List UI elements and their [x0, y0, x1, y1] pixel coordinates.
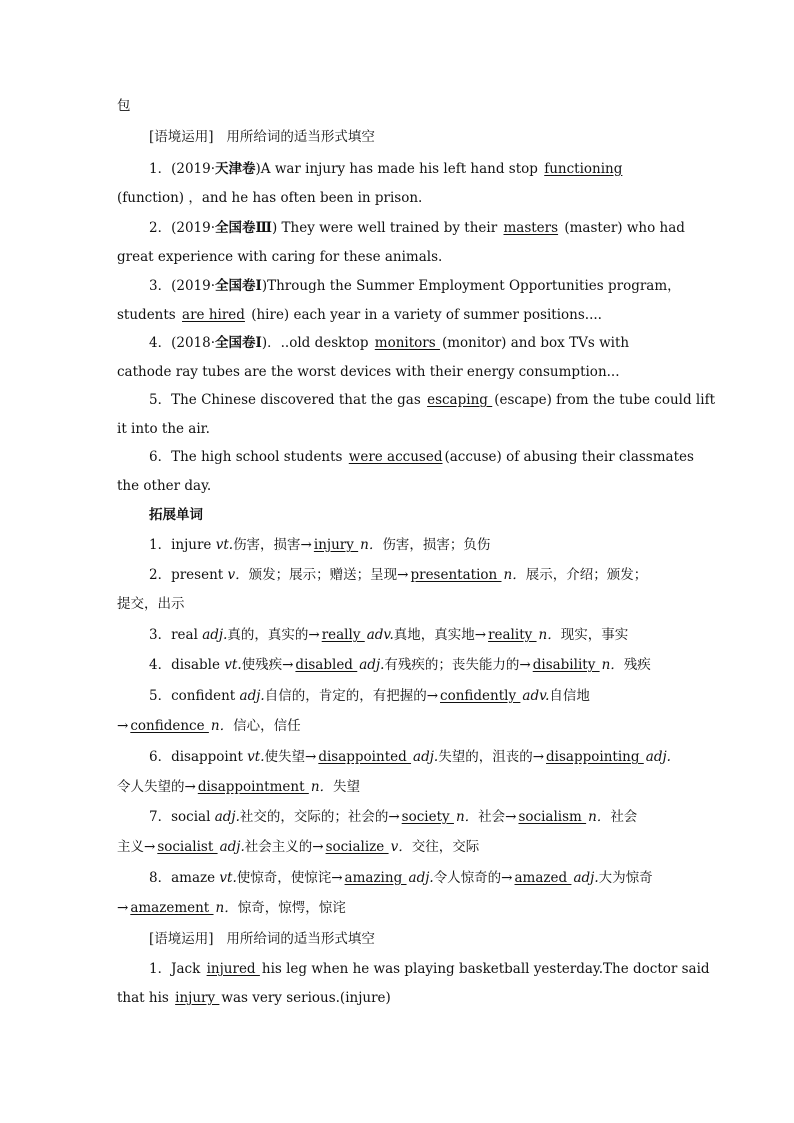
answer-blank: disabled	[295, 657, 358, 673]
answer-blank: are hired	[182, 307, 245, 323]
word-7-line-1: 7．social adj.社交的，交际的；社会的→ society n．社会→ socialism n．社会	[149, 809, 638, 825]
answer-blank: escaping	[427, 392, 493, 408]
answer-blank: socialist	[157, 839, 218, 855]
answer-blank: really	[321, 627, 365, 643]
answer-blank: masters	[503, 220, 559, 236]
answer-blank: amazed	[514, 870, 572, 886]
question-3-line-1: 3．(2019·全国卷Ⅰ)Through the Summer Employment Opportunities program，	[149, 278, 681, 294]
answer-blank: disappointing	[546, 749, 644, 765]
word-1: 1．injure vt.伤害，损害→ injury n．伤害，损害；负伤	[149, 537, 491, 553]
answer-blank: confidence	[130, 718, 209, 734]
answer-blank: injured	[206, 961, 260, 977]
word-3: 3．real adj.真的，真实的→ really adv.真地，真实地→ reality n．现实，事实	[149, 627, 629, 643]
answer-blank: disappointed	[318, 749, 412, 765]
word-8-line-2: → amazement n．惊奇，惊愕，惊诧	[117, 900, 346, 916]
word-5-line-2: → confidence n．信心，信任	[117, 718, 301, 734]
expand-words-header: 拓展单词	[149, 507, 203, 523]
answer-blank: amazement	[130, 900, 214, 916]
question-6-line-2: the other day.	[117, 478, 212, 494]
answer-blank: socialize	[325, 839, 389, 855]
question-6-line-1: 6．The high school students were accused (accuse) of abusing their classmates	[149, 449, 694, 465]
context-question-1-line-1: 1．Jack injured his leg when he was playing basketball yesterday.The doctor said	[149, 961, 710, 977]
word-6-line-2: 令人失望的→ disappointment n．失望	[117, 779, 361, 795]
context-header-2: [语境运用] 用所给词的适当形式填空	[149, 931, 375, 947]
answer-blank: functioning	[544, 161, 623, 177]
answer-blank: presentation	[410, 567, 502, 583]
question-4-line-1: 4．(2018·全国卷Ⅰ)．..old desktop monitors (monitor) and box TVs with	[149, 335, 630, 351]
answer-blank: injury	[313, 537, 359, 553]
context-question-1-line-2: that his injury was very serious.(injure)	[117, 990, 391, 1006]
answer-blank: injury	[175, 990, 220, 1006]
top-fragment: 包	[117, 98, 131, 114]
word-6-line-1: 6．disappoint vt.使失望→ disappointed adj.失望的，沮丧的→ disappointing adj.	[149, 749, 671, 765]
answer-blank: socialism	[518, 809, 587, 825]
question-1-line-1: 1．(2019·天津卷)A war injury has made his left hand stop functioning	[149, 161, 623, 177]
word-2-line-1: 2．present v．颁发；展示；赠送；呈现→ presentation n．展示，介绍；颁发；	[149, 567, 648, 583]
word-7-line-2: 主义→ socialist adj.社会主义的→ socialize v．交往，交际	[117, 839, 480, 855]
context-header-1: [语境运用] 用所给词的适当形式填空	[149, 129, 375, 145]
question-5-line-2: it into the air.	[117, 421, 210, 437]
answer-blank: were accused	[348, 449, 443, 465]
answer-blank: reality	[488, 627, 537, 643]
word-8-line-1: 8．amaze vt.使惊奇，使惊诧→ amazing adj.令人惊奇的→ amazed adj.大为惊奇	[149, 870, 653, 886]
answer-blank: society	[401, 809, 454, 825]
question-2-line-1: 2．(2019·全国卷Ⅲ) They were well trained by their masters (master) who had	[149, 220, 685, 236]
question-4-line-2: cathode ray tubes are the worst devices with their energy consumption...	[117, 364, 620, 380]
answer-blank: amazing	[344, 870, 407, 886]
question-3-line-2: students are hired (hire) each year in a variety of summer positions....	[117, 307, 602, 323]
answer-blank: disappointment	[197, 779, 309, 795]
word-2-line-2: 提交，出示	[117, 596, 185, 612]
question-5-line-1: 5．The Chinese discovered that the gas escaping (escape) from the tube could lift	[149, 392, 715, 408]
word-4: 4．disable vt.使残疾→ disabled adj.有残疾的；丧失能力的→ disability n．残疾	[149, 657, 651, 673]
answer-blank: monitors	[374, 335, 440, 351]
answer-blank: confidently	[440, 688, 521, 704]
answer-blank: disability	[532, 657, 600, 673]
word-5-line-1: 5．confident adj.自信的，肯定的，有把握的→ confidently adv.自信地	[149, 688, 590, 704]
question-1-line-2: (function) ，and he has often been in prison.	[117, 190, 423, 206]
question-2-line-2: great experience with caring for these animals.	[117, 249, 443, 265]
